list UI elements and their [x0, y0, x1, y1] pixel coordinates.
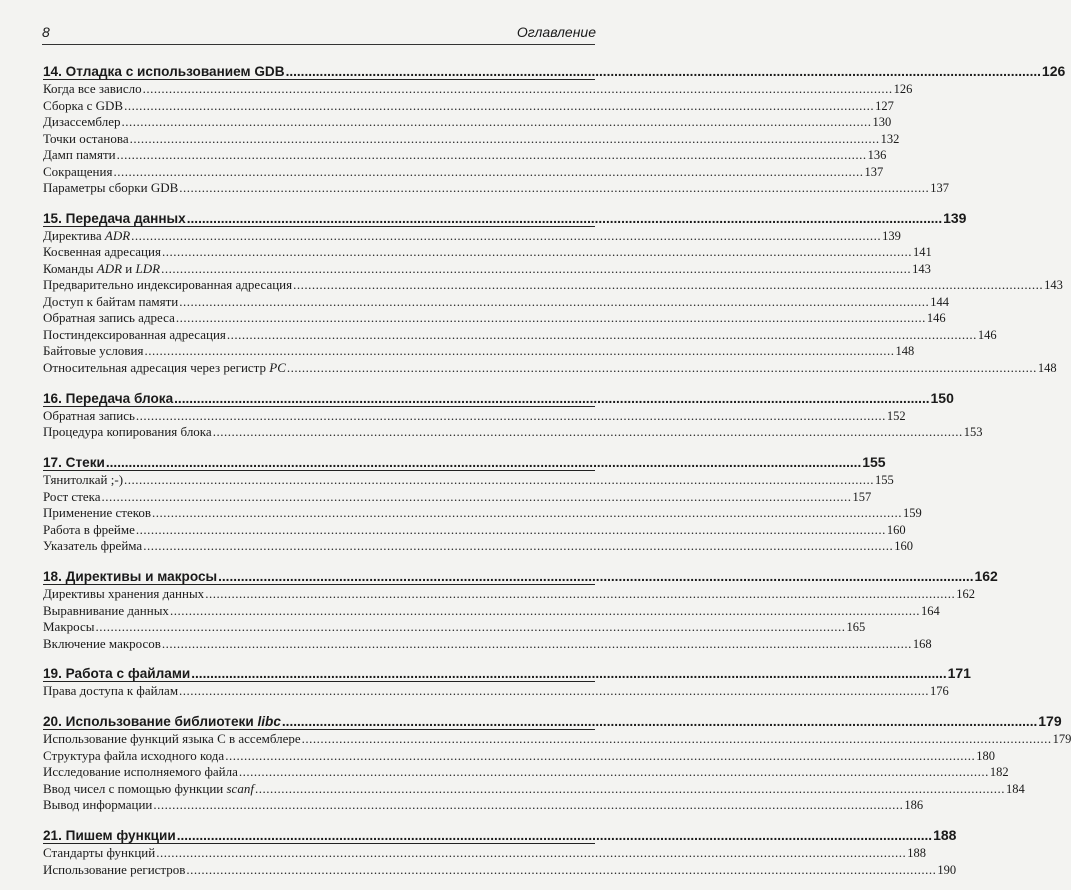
toc-entry — [43, 602, 940, 620]
chapter-page-number: 126 — [1041, 63, 1066, 79]
dot-leader: ........................................................................................................................................................................................................ — [212, 424, 963, 440]
toc-entry — [43, 310, 946, 327]
dot-leader: ........................................................................................................................................................................................................ — [161, 260, 912, 276]
table-of-contents — [43, 61, 1071, 890]
toc-entry — [43, 180, 950, 197]
chapter-heading — [43, 452, 886, 472]
dot-leader: ........................................................................................................................................................................................................ — [179, 180, 930, 195]
chapter-title: 17. Стеки — [43, 455, 105, 471]
entry-title: Использование функций языка С в ассемблере — [43, 731, 301, 747]
entry-title: Применение стеков — [43, 505, 152, 521]
dot-leader: ........................................................................................................................................................................................................ — [176, 828, 933, 844]
chapter-underline — [43, 843, 595, 844]
chapter-block — [43, 208, 1063, 377]
toc-entry — [43, 407, 906, 425]
dot-leader: ........................................................................................................................................................................................................ — [286, 359, 1037, 375]
entry-page-number: 146 — [926, 311, 946, 326]
entry-page-number: 190 — [937, 862, 957, 877]
dot-leader: ........................................................................................................................................................................................................ — [301, 731, 1052, 747]
entry-page-number: 143 — [1044, 278, 1063, 293]
chapter-page-number: 188 — [933, 827, 957, 844]
toc-entry — [43, 227, 901, 245]
toc-entry — [43, 277, 1063, 294]
chapter-block — [43, 388, 983, 441]
dot-leader: ........................................................................................................................................................................................................ — [205, 586, 956, 602]
entry-page-number: 146 — [977, 327, 997, 342]
entry-title: Постиндексированная адресация — [43, 326, 226, 342]
entry-page-number: 152 — [886, 408, 906, 423]
chapter-title: 15. Передача данных — [43, 210, 186, 226]
toc-entry — [43, 861, 957, 879]
chapter-underline — [43, 79, 595, 80]
dot-leader: ........................................................................................................................................................................................................ — [143, 538, 894, 554]
entry-title: Дизассемблер — [43, 114, 121, 129]
entry-page-number: 184 — [1005, 781, 1025, 796]
entry-title: Директива ADR — [43, 227, 131, 243]
toc-entry — [43, 147, 887, 164]
chapter-page-number: 150 — [930, 389, 954, 406]
toc-entry — [43, 343, 915, 360]
dot-leader: ........................................................................................................................................................................................................ — [129, 130, 880, 146]
entry-page-number: 164 — [920, 603, 940, 618]
dot-leader: ........................................................................................................................................................................................................ — [254, 780, 1005, 796]
dot-leader: ........................................................................................................................................................................................................ — [161, 244, 912, 260]
chapter-title: 20. Использование библиотеки libc — [43, 714, 281, 730]
entry-page-number: 143 — [912, 261, 931, 276]
entry-title: Относительная адресация через регистр PC — [43, 359, 286, 375]
chapter-block — [43, 566, 998, 652]
chapter-page-number: 171 — [947, 665, 971, 682]
dot-leader: ........................................................................................................................................................................................................ — [225, 747, 976, 763]
toc-entry — [43, 163, 884, 181]
chapter-block — [43, 663, 971, 700]
dot-leader: ........................................................................................................................................................................................................ — [226, 326, 977, 342]
entry-title: Обратная запись адреса — [43, 310, 175, 326]
toc-entry — [43, 764, 1009, 781]
entry-page-number: 148 — [895, 344, 915, 359]
chapter-heading — [43, 825, 957, 845]
dot-leader: ........................................................................................................................................................................................................ — [152, 505, 903, 521]
toc-entry — [43, 845, 926, 862]
chapter-title: 21. Пишем функции — [43, 828, 176, 844]
toc-entry — [43, 244, 932, 261]
dot-leader: ........................................................................................................................................................................................................ — [285, 64, 1041, 79]
entry-page-number: 130 — [872, 115, 892, 129]
dot-leader: ........................................................................................................................................................................................................ — [175, 310, 926, 326]
entry-page-number: 160 — [894, 539, 913, 554]
entry-title: Выравнивание данных — [43, 602, 169, 618]
chapter-title: 18. Директивы и макросы — [43, 569, 218, 585]
entry-title: Байтовые условия — [43, 343, 144, 359]
entry-page-number: 188 — [907, 846, 926, 861]
chapter-block — [43, 61, 1066, 197]
chapter-heading — [43, 388, 954, 408]
toc-entry — [43, 538, 913, 555]
chapter-title: 19. Работа с файлами — [43, 666, 191, 682]
dot-leader: ........................................................................................................................................................................................................ — [153, 797, 904, 813]
chapter-title: 16. Передача блока — [43, 390, 174, 406]
dot-leader: ........................................................................................................................................................................................................ — [124, 472, 875, 488]
entry-page-number: 153 — [963, 425, 983, 440]
toc-entry — [43, 505, 922, 522]
entry-page-number: 148 — [1037, 360, 1057, 375]
chapter-page-number: 162 — [974, 568, 998, 585]
toc-entry — [43, 130, 900, 148]
dot-leader: ........................................................................................................................................................................................................ — [293, 277, 1044, 293]
entry-title: Сокращения — [43, 163, 113, 179]
entry-page-number: 132 — [880, 131, 900, 146]
entry-title: Макросы — [43, 619, 95, 635]
toc-entry — [43, 619, 866, 636]
dot-leader: ........................................................................................................................................................................................................ — [144, 343, 895, 359]
chapter-underline — [43, 470, 595, 471]
chapter-underline — [43, 406, 595, 407]
toc-entry — [43, 472, 894, 489]
entry-page-number: 165 — [846, 620, 866, 635]
entry-page-number: 137 — [864, 164, 884, 179]
entry-title: Обратная запись — [43, 407, 135, 423]
dot-leader: ........................................................................................................................................................................................................ — [179, 683, 930, 699]
chapter-block — [43, 825, 957, 878]
entry-title: Когда все зависло — [43, 81, 142, 96]
entry-page-number: 157 — [852, 489, 872, 504]
dot-leader: ........................................................................................................................................................................................................ — [124, 97, 875, 113]
chapter-page-number: 155 — [862, 454, 886, 471]
entry-title: Стандарты функций — [43, 845, 156, 861]
chapter-heading — [43, 711, 1062, 731]
dot-leader: ........................................................................................................................................................................................................ — [186, 861, 937, 877]
dot-leader: ........................................................................................................................................................................................................ — [135, 407, 886, 423]
entry-title: Сборка с GDB — [43, 97, 124, 113]
toc-entry — [43, 114, 892, 131]
entry-title: Исследование исполняемого файла — [43, 764, 238, 780]
chapter-heading — [43, 566, 998, 586]
dot-leader: ........................................................................................................................................................................................................ — [95, 619, 846, 635]
chapter-underline — [43, 226, 595, 227]
entry-title: Структура файла исходного кода — [43, 747, 225, 763]
dot-leader: ........................................................................................................................................................................................................ — [218, 569, 974, 585]
dot-leader: ........................................................................................................................................................................................................ — [238, 764, 989, 780]
toc-entry — [43, 635, 932, 653]
toc-entry — [43, 424, 983, 441]
dot-leader: ........................................................................................................................................................................................................ — [186, 210, 943, 226]
toc-entry — [43, 488, 872, 506]
page-number: 8 — [42, 24, 50, 40]
entry-title: Параметры сборки GDB — [43, 180, 179, 195]
entry-page-number: 162 — [956, 587, 975, 602]
chapter-heading — [43, 663, 971, 683]
dot-leader: ........................................................................................................................................................................................................ — [121, 114, 872, 129]
dot-leader: ........................................................................................................................................................................................................ — [101, 488, 852, 504]
toc-entry — [43, 97, 894, 115]
entry-title: Процедура копирования блока — [43, 424, 212, 440]
dot-leader: ........................................................................................................................................................................................................ — [174, 390, 930, 406]
entry-title: Команды ADR и LDR — [43, 260, 161, 276]
entry-title: Доступ к байтам памяти — [43, 293, 179, 309]
entry-title: Предварительно индексированная адресация — [43, 277, 293, 293]
toc-entry — [43, 780, 1025, 798]
dot-leader: ........................................................................................................................................................................................................ — [191, 666, 947, 682]
entry-page-number: 137 — [930, 181, 950, 195]
dot-leader: ........................................................................................................................................................................................................ — [113, 163, 864, 179]
toc-entry — [43, 359, 1057, 377]
entry-title: Использование регистров — [43, 861, 186, 877]
toc-entry — [43, 747, 995, 765]
entry-title: Рост стека — [43, 488, 101, 504]
chapter-underline — [43, 584, 595, 585]
dot-leader: ........................................................................................................................................................................................................ — [179, 293, 930, 309]
entry-page-number: 139 — [882, 228, 901, 243]
chapter-underline — [43, 729, 595, 730]
entry-title: Точки останова — [43, 130, 129, 146]
toc-entry — [43, 293, 949, 311]
entry-page-number: 176 — [930, 684, 949, 699]
entry-page-number: 182 — [989, 765, 1009, 780]
toc-entry — [43, 683, 949, 700]
entry-page-number: 144 — [930, 294, 949, 309]
entry-title: Права доступа к файлам — [43, 683, 179, 699]
entry-page-number: 141 — [912, 245, 932, 260]
entry-title: Работа в фрейме — [43, 521, 135, 537]
entry-title: Включение макросов — [43, 635, 161, 651]
chapter-block — [43, 711, 1071, 814]
chapter-page-number: 139 — [943, 209, 967, 226]
entry-page-number: 179 — [1052, 732, 1071, 747]
dot-leader: ........................................................................................................................................................................................................ — [131, 227, 882, 243]
entry-page-number: 160 — [886, 522, 906, 537]
entry-title: Дамп памяти — [43, 147, 116, 162]
chapter-block — [43, 452, 922, 555]
toc-entry — [43, 521, 906, 539]
entry-page-number: 155 — [875, 473, 894, 488]
running-header-title: Оглавление — [516, 24, 596, 40]
chapter-page-number: 179 — [1038, 713, 1062, 730]
toc-entry — [43, 81, 913, 98]
chapter-title: 14. Отладка с использованием GDB — [43, 64, 285, 79]
dot-leader: ........................................................................................................................................................................................................ — [135, 521, 886, 537]
dot-leader: ........................................................................................................................................................................................................ — [142, 81, 893, 96]
chapter-heading — [43, 61, 1066, 81]
dot-leader: ........................................................................................................................................................................................................ — [156, 845, 907, 861]
entry-title: Директивы хранения данных — [43, 586, 205, 602]
chapter-underline — [43, 681, 595, 682]
entry-page-number: 127 — [875, 98, 894, 113]
dot-leader: ........................................................................................................................................................................................................ — [281, 714, 1038, 730]
entry-page-number: 126 — [893, 82, 913, 96]
toc-entry — [43, 797, 924, 814]
entry-title: Ввод чисел с помощью функции scanf — [43, 780, 254, 796]
header-rule — [42, 44, 595, 45]
chapter-heading — [43, 208, 967, 228]
entry-title: Тянитолкай ;-) — [43, 472, 124, 488]
entry-page-number: 136 — [867, 148, 887, 162]
entry-page-number: 186 — [904, 798, 924, 813]
toc-entry — [43, 260, 931, 278]
toc-entry — [43, 731, 1071, 748]
entry-page-number: 180 — [976, 748, 995, 763]
entry-page-number: 159 — [903, 506, 922, 521]
entry-page-number: 168 — [912, 636, 932, 651]
dot-leader: ........................................................................................................................................................................................................ — [116, 147, 867, 162]
dot-leader: ........................................................................................................................................................................................................ — [105, 455, 862, 471]
toc-entry — [43, 586, 975, 603]
entry-title: Косвенная адресация — [43, 244, 161, 260]
dot-leader: ........................................................................................................................................................................................................ — [161, 635, 912, 651]
entry-title: Указатель фрейма — [43, 538, 143, 554]
dot-leader: ........................................................................................................................................................................................................ — [169, 602, 920, 618]
toc-entry — [43, 326, 997, 344]
entry-title: Вывод информации — [43, 797, 153, 813]
